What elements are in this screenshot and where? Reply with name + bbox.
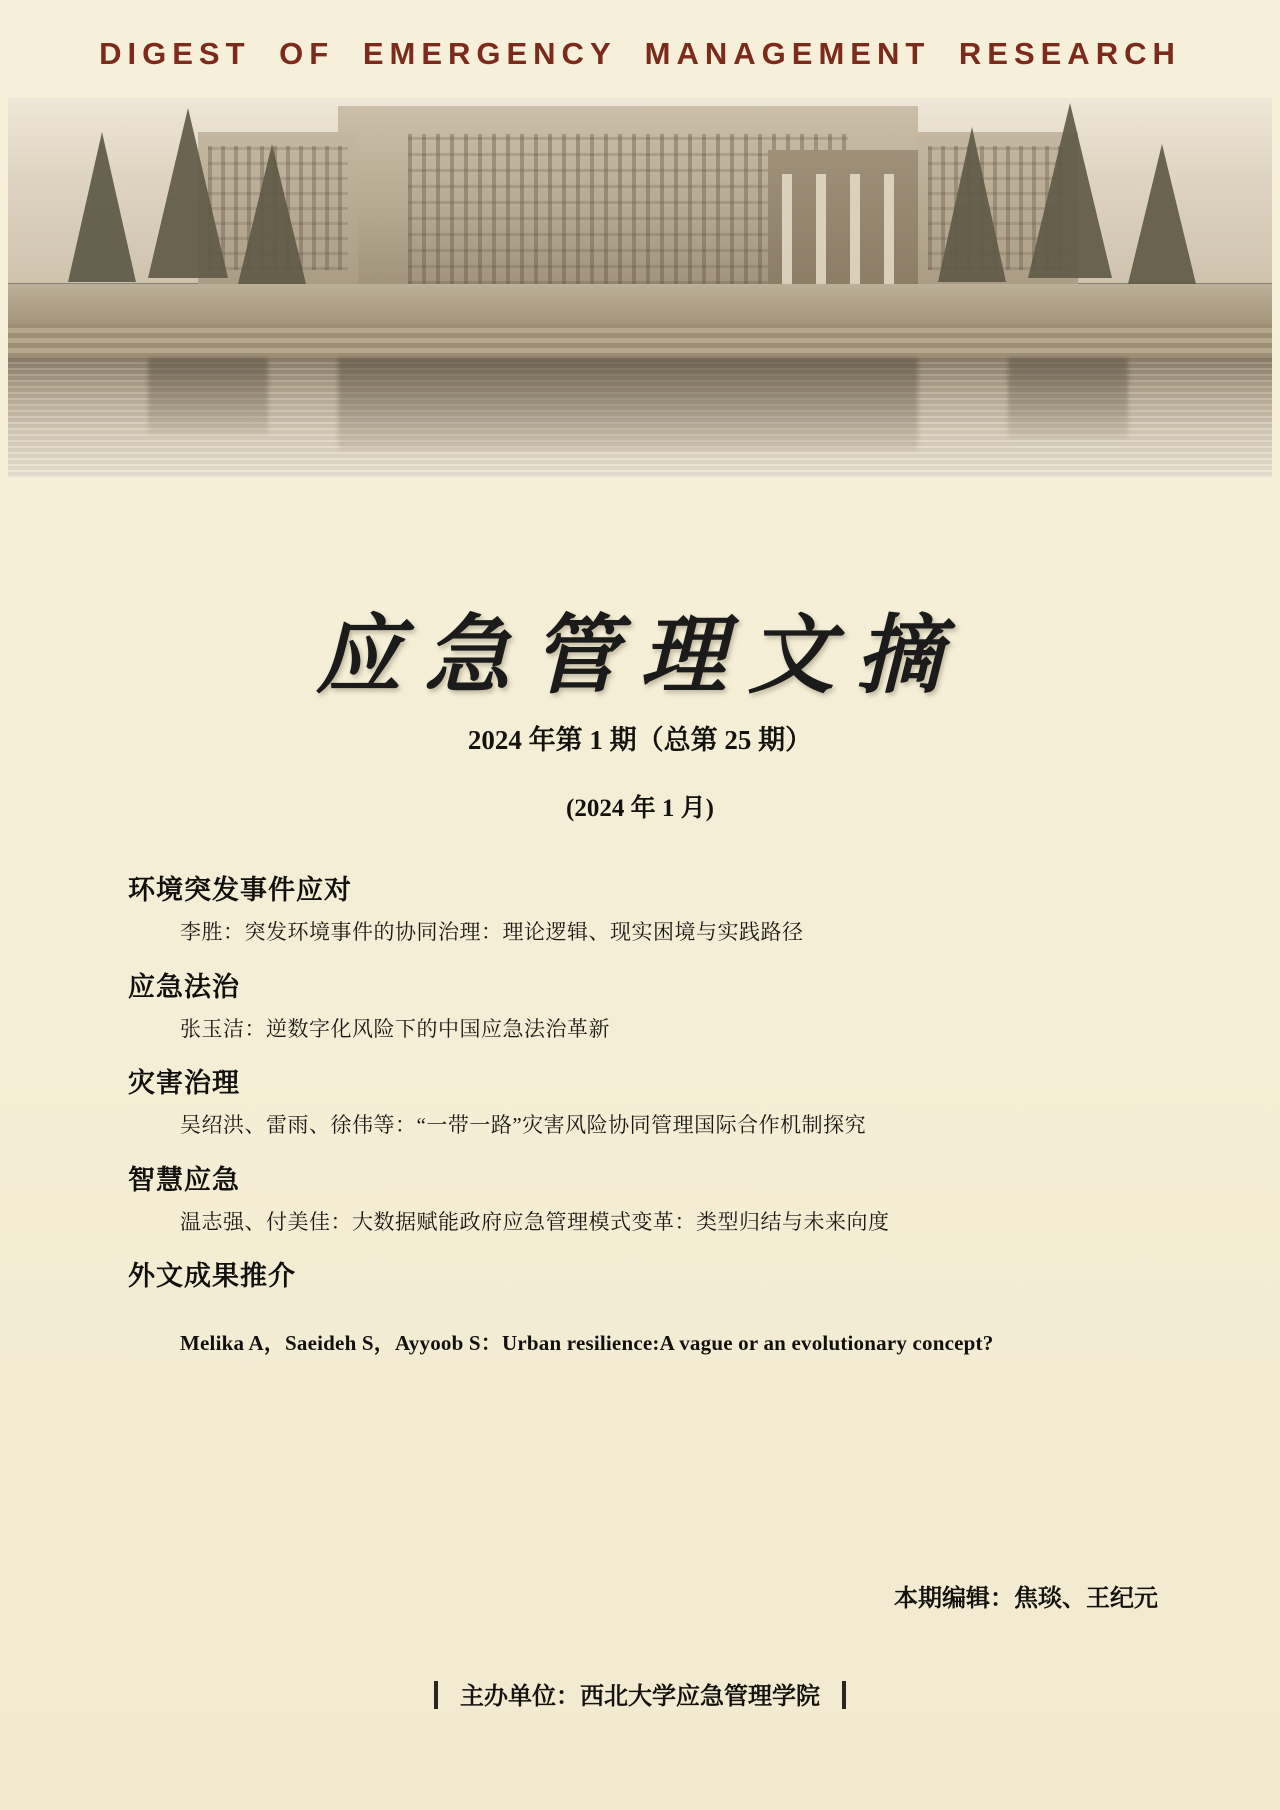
campus-photo <box>8 98 1272 478</box>
toc-section-heading: 灾害治理 <box>128 1068 240 1098</box>
photo-reflection-tree <box>1008 358 1128 438</box>
toc-section-heading: 智慧应急 <box>128 1164 240 1195</box>
toc-entry: 张玉洁：逆数字化风险下的中国应急法治革新 <box>180 1016 610 1041</box>
toc-section-heading: 外文成果推介 <box>128 1261 296 1291</box>
toc-entry: 温志强、付美佳：大数据赋能政府应急管理模式变革：类型归结与未来向度 <box>180 1209 890 1234</box>
photo-steps <box>8 324 1272 358</box>
toc-section <box>128 965 1158 1046</box>
toc-section-heading: 环境突发事件应对 <box>128 875 352 905</box>
photo-tree <box>1028 103 1112 278</box>
photo-reflection-tree <box>148 358 268 434</box>
divider-bar-left <box>434 1681 438 1709</box>
toc-section <box>128 1061 1158 1142</box>
photo-tree <box>68 132 136 282</box>
photo-plaza <box>8 284 1272 324</box>
photo-tree <box>148 108 228 278</box>
toc-entry: Melika A，Saeideh S，Ayyoob S：Urban resilience:A vague or an evolutionary concept? <box>180 1331 994 1355</box>
toc-section <box>128 1158 1158 1239</box>
photo-main-building <box>338 106 918 284</box>
masthead-title: DIGEST OF EMERGENCY MANAGEMENT RESEARCH <box>99 36 1181 71</box>
photo-tree <box>238 144 306 284</box>
sponsor-line <box>0 1676 1280 1711</box>
issue-number: 2024 年第 1 期（总第 25 期） <box>467 725 813 755</box>
photo-tree <box>938 127 1006 282</box>
issue-date: (2024 年 1 月) <box>566 795 714 822</box>
sponsor-text: 主办单位：西北大学应急管理学院 <box>460 1683 820 1710</box>
divider-bar-right <box>842 1681 846 1709</box>
photo-reflection-building <box>338 358 918 450</box>
toc-section <box>128 868 1158 949</box>
toc-entry: 李胜：突发环境事件的协同治理：理论逻辑、现实困境与实践路径 <box>180 920 804 944</box>
photo-tree <box>1128 144 1196 284</box>
toc-entry: 吴绍洪、雷雨、徐伟等：“一带一路”灾害风险协同管理国际合作机制探究 <box>180 1113 867 1137</box>
table-of-contents <box>128 852 1158 1363</box>
toc-section-heading: 应急法治 <box>128 971 240 1002</box>
issue-editor: 本期编辑：焦琰、王纪元 <box>894 1586 1158 1612</box>
toc-section <box>128 1254 1158 1357</box>
journal-title-cn: 应急管理文摘 <box>316 608 964 704</box>
